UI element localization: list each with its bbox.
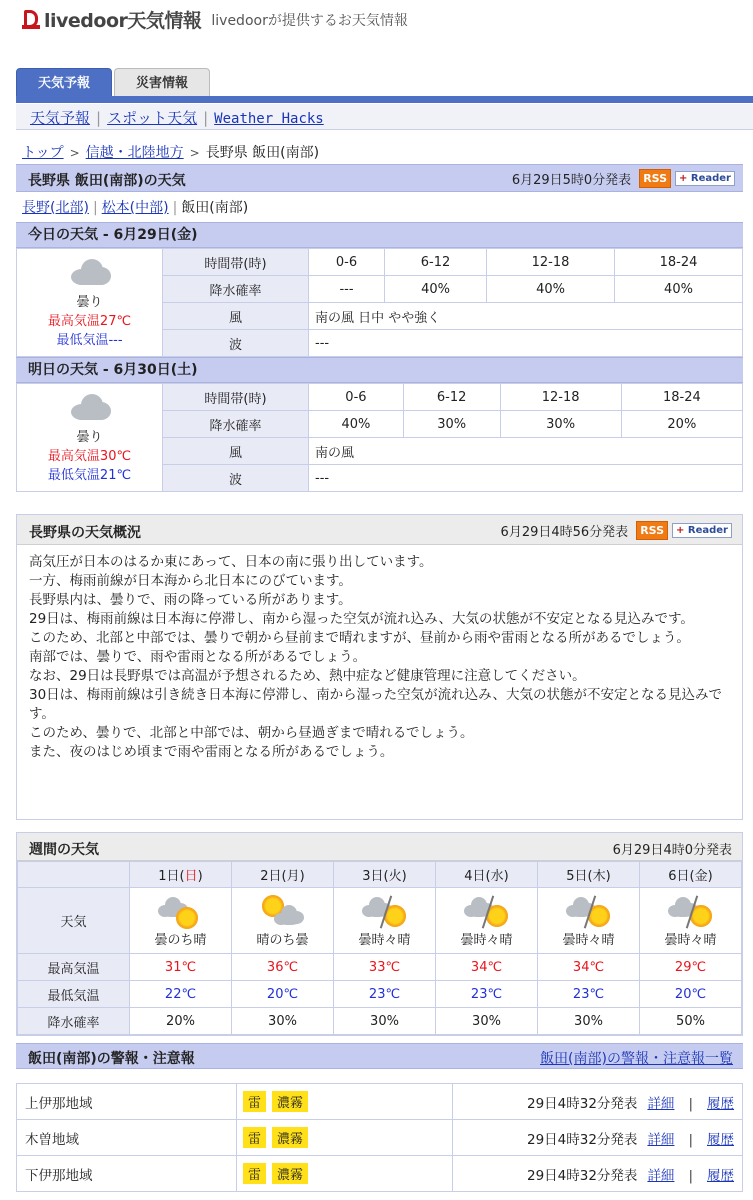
cloud-icon <box>67 257 113 287</box>
warning-actions <box>453 1120 743 1156</box>
week-weather-text: 曇のち晴 <box>154 933 207 948</box>
overview-header <box>17 515 742 545</box>
overview-text <box>17 545 742 770</box>
week-weather-cell <box>130 888 232 954</box>
pop-cell: 40% <box>487 276 615 303</box>
period-label: 時間帯(時) <box>163 384 309 411</box>
wind-label: 風 <box>163 303 309 330</box>
week-day-header: 5日(木) <box>538 862 640 888</box>
week-max-temp: 34℃ <box>538 954 640 981</box>
min-temp-label: 最低気温 <box>18 981 130 1008</box>
warning-detail-link[interactable]: 詳細 <box>647 1131 675 1148</box>
period-cell: 18-24 <box>615 249 743 276</box>
week-weather-text: 曇時々晴 <box>562 933 615 948</box>
warning-actions <box>453 1084 743 1120</box>
subnav-forecast-link[interactable]: 天気予報 <box>30 109 91 127</box>
tomorrow-min-temp: 最低気温21℃ <box>47 468 132 483</box>
site-header <box>0 0 753 62</box>
today-heading: 今日の天気 - 6月29日(金) <box>16 222 743 248</box>
breadcrumb-region-link[interactable]: 信越・北陸地方 <box>85 145 184 161</box>
warning-tags <box>237 1156 453 1192</box>
wave-label: 波 <box>163 330 309 357</box>
livedoor-logo-icon <box>22 8 42 32</box>
weekly-published: 6月29日4時0分発表 <box>612 843 732 858</box>
week-min-temp: 20℃ <box>232 981 334 1008</box>
max-temp-label: 最高気温 <box>18 954 130 981</box>
warning-tag: 濃霧 <box>272 1091 308 1112</box>
week-max-temp: 31℃ <box>130 954 232 981</box>
week-weather-text: 曇時々晴 <box>664 933 717 948</box>
tomorrow-condition: 曇り <box>76 430 103 445</box>
pop-cell: 30% <box>500 411 621 438</box>
week-pop: 30% <box>232 1008 334 1035</box>
wave-value: --- <box>309 330 743 357</box>
sun-then-cloud-icon <box>260 895 306 929</box>
warning-history-link[interactable]: 履歴 <box>707 1131 734 1148</box>
cloud-sometimes-sun-icon <box>668 895 714 929</box>
warning-area: 上伊那地域 <box>17 1084 237 1120</box>
tomorrow-forecast-table <box>16 383 743 492</box>
week-min-temp: 22℃ <box>130 981 232 1008</box>
reader-button[interactable]: + Reader <box>672 523 732 538</box>
pop-cell: 40% <box>385 276 487 303</box>
warning-tags <box>237 1120 453 1156</box>
tab-forecast[interactable]: 天気予報 <box>16 68 112 97</box>
warning-area: 木曽地域 <box>17 1120 237 1156</box>
overview-line: このため、北部と中部では、曇りで朝から昼前まで晴れますが、昼前から雨や雷雨となる所があるでしょう。 <box>29 630 690 646</box>
warnings-bar <box>16 1043 743 1069</box>
wave-value: --- <box>309 465 743 492</box>
warning-history-link[interactable]: 履歴 <box>707 1095 734 1112</box>
week-max-temp: 33℃ <box>334 954 436 981</box>
region-selector: 長野(北部) | 松本(中部) | 飯田(南部) <box>22 200 249 216</box>
period-cell: 6-12 <box>403 384 500 411</box>
week-day-header: 2日(月) <box>232 862 334 888</box>
warning-detail-link[interactable]: 詳細 <box>647 1167 675 1184</box>
page-title: 長野県 飯田(南部)の天気 <box>28 173 186 189</box>
week-min-temp: 20℃ <box>640 981 742 1008</box>
period-cell: 0-6 <box>309 384 404 411</box>
period-cell: 6-12 <box>385 249 487 276</box>
rss-button[interactable]: RSS <box>636 521 668 540</box>
week-pop: 50% <box>640 1008 742 1035</box>
overview-line: 一方、梅雨前線が日本海から北日本にのびています。 <box>29 573 352 589</box>
weekly-header <box>17 833 742 861</box>
wave-label: 波 <box>163 465 309 492</box>
weekly-box <box>16 832 743 1036</box>
overview-line: 30日は、梅雨前線は引き続き日本海に停滞し、南から湿った空気が流れ込み、大気の状態が不安定となる見込みです。 <box>29 687 722 722</box>
cloud-then-sun-icon <box>158 895 204 929</box>
pop-label: 降水確率 <box>163 276 309 303</box>
sub-navigation: 天気予報 | スポット天気 | Weather Hacks <box>16 104 753 130</box>
warning-row <box>17 1120 743 1156</box>
week-day-header: 6日(金) <box>640 862 742 888</box>
region-north-link[interactable]: 長野(北部) <box>22 200 89 216</box>
warning-tag: 雷 <box>243 1163 266 1184</box>
page-title-bar <box>16 164 743 192</box>
warning-tag: 濃霧 <box>272 1163 308 1184</box>
separator: | <box>688 1167 693 1184</box>
week-pop: 30% <box>538 1008 640 1035</box>
logo-text: livedoor天気情報 <box>44 10 202 32</box>
today-condition: 曇り <box>76 295 103 310</box>
week-weather-cell <box>334 888 436 954</box>
week-pop: 20% <box>130 1008 232 1035</box>
pop-cell: 20% <box>621 411 742 438</box>
warning-published: 29日4時32分発表 <box>526 1167 638 1184</box>
week-weather-text: 晴のち曇 <box>256 933 309 948</box>
overview-published: 6月29日4時56分発表 <box>500 525 629 540</box>
overview-line: 29日は、梅雨前線は日本海に停滞し、南から湿った空気が流れ込み、大気の状態が不安定となる見込みです。 <box>29 611 694 627</box>
subnav-weather-hacks-link[interactable]: Weather Hacks <box>214 111 324 127</box>
pop-cell: 40% <box>615 276 743 303</box>
week-weather-text: 曇時々晴 <box>358 933 411 948</box>
warnings-list-link[interactable]: 飯田(南部)の警報・注意報一覧 <box>540 1051 733 1067</box>
warning-published: 29日4時32分発表 <box>526 1095 638 1112</box>
breadcrumb-top-link[interactable]: トップ <box>22 145 64 161</box>
pop-label: 降水確率 <box>18 1008 130 1035</box>
warning-row <box>17 1084 743 1120</box>
site-logo[interactable] <box>22 6 408 33</box>
warning-tag: 雷 <box>243 1091 266 1112</box>
week-day-header: 4日(水) <box>436 862 538 888</box>
week-min-temp: 23℃ <box>436 981 538 1008</box>
warning-tag: 濃霧 <box>272 1127 308 1148</box>
week-weather-cell <box>436 888 538 954</box>
tab-disaster[interactable]: 災害情報 <box>114 68 210 97</box>
breadcrumb: トップ > 信越・北陸地方 > 長野県 飯田(南部) <box>22 145 320 161</box>
period-cell: 0-6 <box>309 249 385 276</box>
overview-line: このため、曇りで、北部と中部では、朝から昼過ぎまで晴れるでしょう。 <box>29 725 474 741</box>
cloud-sometimes-sun-icon <box>464 895 510 929</box>
warning-tag: 雷 <box>243 1127 266 1148</box>
cloud-icon <box>67 392 113 422</box>
tomorrow-heading: 明日の天気 - 6月30日(土) <box>16 357 743 383</box>
pop-cell: 30% <box>403 411 500 438</box>
pop-label: 降水確率 <box>163 411 309 438</box>
subnav-spot-link[interactable]: スポット天気 <box>107 109 198 127</box>
week-weather-text: 曇時々晴 <box>460 933 513 948</box>
pop-cell: --- <box>309 276 385 303</box>
period-cell: 12-18 <box>500 384 621 411</box>
warnings-title: 飯田(南部)の警報・注意報 <box>28 1051 195 1067</box>
warning-tags <box>237 1084 453 1120</box>
published-time: 6月29日5時0分発表 <box>511 173 632 188</box>
corner-cell <box>18 862 130 888</box>
warning-actions <box>453 1156 743 1192</box>
week-weather-cell <box>538 888 640 954</box>
warning-row <box>17 1156 743 1192</box>
week-max-temp: 36℃ <box>232 954 334 981</box>
today-max-temp: 最高気温27℃ <box>47 314 132 329</box>
separator: | <box>688 1131 693 1148</box>
week-min-temp: 23℃ <box>538 981 640 1008</box>
week-min-temp: 23℃ <box>334 981 436 1008</box>
warning-detail-link[interactable]: 詳細 <box>647 1095 675 1112</box>
tomorrow-summary <box>17 384 163 492</box>
overview-line: 南部では、曇りで、雨や雷雨となる所があるでしょう。 <box>29 649 367 665</box>
week-weather-cell <box>640 888 742 954</box>
pop-cell: 40% <box>309 411 404 438</box>
weather-label: 天気 <box>18 888 130 954</box>
week-weather-cell <box>232 888 334 954</box>
week-pop: 30% <box>436 1008 538 1035</box>
wind-value: 南の風 <box>309 438 743 465</box>
week-pop: 30% <box>334 1008 436 1035</box>
week-max-temp: 29℃ <box>640 954 742 981</box>
overview-line: 高気圧が日本のはるか東にあって、日本の南に張り出しています。 <box>29 554 433 570</box>
overview-title: 長野県の天気概況 <box>29 525 141 541</box>
cloud-sometimes-sun-icon <box>362 895 408 929</box>
main-tabs <box>16 68 212 97</box>
today-min-temp: 最低気温--- <box>56 333 123 348</box>
warnings-table <box>16 1083 743 1192</box>
week-day-header: 1日(日) <box>130 862 232 888</box>
tab-bar-line <box>16 96 753 103</box>
wind-value: 南の風 日中 やや強く <box>309 303 743 330</box>
warning-area: 下伊那地域 <box>17 1156 237 1192</box>
overview-line: 長野県内は、曇りで、雨の降っている所があります。 <box>29 592 352 608</box>
period-cell: 18-24 <box>621 384 742 411</box>
weekly-title: 週間の天気 <box>29 842 99 858</box>
separator: | <box>688 1095 693 1112</box>
overview-line: また、夜のはじめ頃まで雨や雷雨となる所があるでしょう。 <box>29 744 394 760</box>
wind-label: 風 <box>163 438 309 465</box>
tomorrow-max-temp: 最高気温30℃ <box>47 449 132 464</box>
warning-published: 29日4時32分発表 <box>526 1131 638 1148</box>
region-current: 飯田(南部) <box>181 200 249 216</box>
warning-history-link[interactable]: 履歴 <box>707 1167 734 1184</box>
overview-box <box>16 514 743 820</box>
week-max-temp: 34℃ <box>436 954 538 981</box>
cloud-sometimes-sun-icon <box>566 895 612 929</box>
period-label: 時間帯(時) <box>163 249 309 276</box>
today-summary <box>17 249 163 357</box>
rss-button[interactable]: RSS <box>639 169 671 188</box>
breadcrumb-current: 長野県 飯田(南部) <box>205 145 320 161</box>
week-day-header: 3日(火) <box>334 862 436 888</box>
period-cell: 12-18 <box>487 249 615 276</box>
weekly-table <box>17 861 742 1035</box>
today-forecast-table <box>16 248 743 357</box>
overview-line: なお、29日は長野県では高温が予想されるため、熱中症など健康管理に注意してください。 <box>29 668 586 684</box>
region-central-link[interactable]: 松本(中部) <box>101 200 169 216</box>
reader-button[interactable]: + Reader <box>675 171 735 186</box>
site-tagline: livedoorが提供するお天気情報 <box>211 12 408 29</box>
